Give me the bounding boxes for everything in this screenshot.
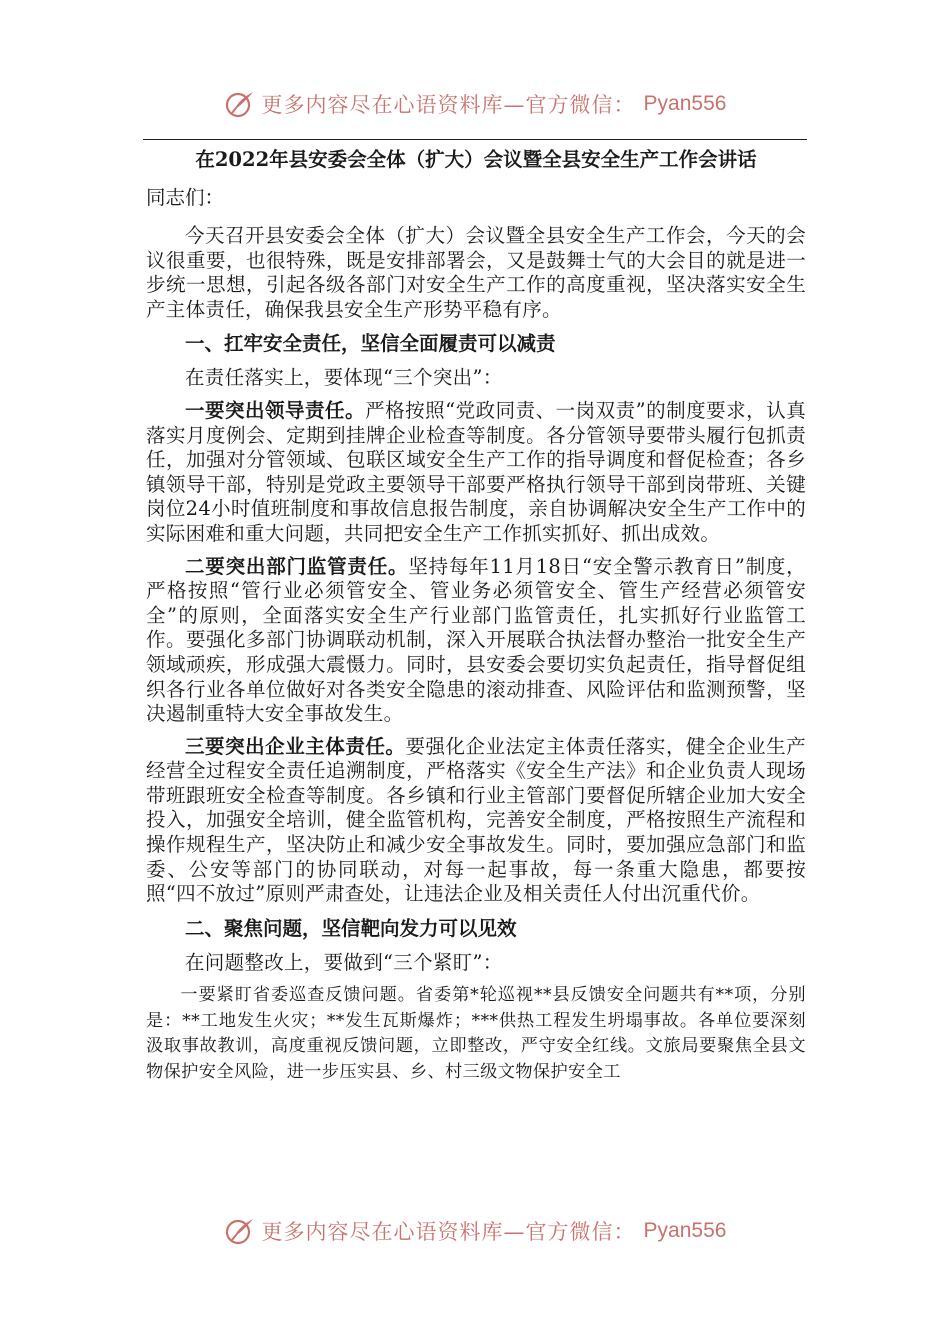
item-lead: 三要突出企业主体责任。: [185, 734, 406, 758]
watermark-id: Pyan556: [643, 92, 727, 115]
watermark-id: Pyan556: [643, 1219, 727, 1242]
salutation: 同志们：: [146, 186, 225, 209]
section-1-item-1: [146, 399, 806, 547]
header-rule: [143, 139, 807, 140]
section-1-heading: 一、扛牢安全责任，坚信全面履责可以减责: [185, 332, 556, 356]
watermark-text: 更多内容尽在心语资料库—官方微信：: [261, 1220, 636, 1244]
item-text: 严格按照“党政同责、一岗双责”的制度要求，认真落实月度例会、定期到挂牌企业检查等制度。各分管领导要带头履行包抓责任，加强对分管领域、包联区域安全生产工作的指导调度和督促检查；各乡镇领导干部，特别是党政主要领导干部要严格执行领导干部到岗带班、关键岗位24小时值班制度和事故信息报告制度，亲自协调解决安全生产工作中的实际困难和重大问题，共同把安全生产工作抓实抓好、抓出成效。: [146, 398, 806, 545]
watermark-text: 更多内容尽在心语资料库—官方微信：: [261, 93, 636, 117]
section-1-item-2: [146, 555, 806, 727]
section-2-lead-in: 在问题整改上，要做到“三个紧盯”：: [185, 950, 503, 974]
watermark-footer: [0, 1211, 950, 1251]
item-lead: 二要突出部门监管责任。: [185, 554, 409, 578]
quill-logo-icon: [224, 1215, 256, 1247]
watermark-header: [0, 84, 950, 124]
document-title: 在2022年县安委会全体（扩大）会议暨全县安全生产工作会讲话: [195, 148, 757, 171]
section-2-item-1: 一要紧盯省委巡查反馈问题。省委第*轮巡视**县反馈安全问题共有**项，分别是：**工地发生火灾；**发生瓦斯爆炸；***供热工程发生坍塌事故。各单位要深刻汲取事故教训，高度重视反馈问题，立即整改，严守安全红线。文旅局要聚焦全县文物保护安全风险，进一步压实县、乡、村三级文物保护安全工: [146, 985, 806, 1082]
section-1-item-3: [146, 735, 806, 907]
item-text: 要强化企业法定主体责任落实，健全企业生产经营全过程安全责任追溯制度，严格落实《安全生产法》和企业负责人现场带班跟班安全检查等制度。各乡镇和行业主管部门要督促所辖企业加大安全投入，加强安全培训，健全监管机构，完善安全制度，严格按照生产流程和操作规程生产，坚决防止和减少安全事故发生。同时，要加强应急部门和监委、公安等部门的协同联动，对每一起事故，每一条重大隐患，都要按照“四不放过”原则严肃查处，让违法企业及相关责任人付出沉重代价。: [146, 734, 806, 906]
quill-logo-icon: [224, 88, 256, 120]
section-1-lead-in: 在责任落实上，要体现“三个突出”：: [185, 366, 503, 390]
section-2-heading: 二、聚焦问题，坚信靶向发力可以见效: [185, 916, 517, 940]
item-text: 坚持每年11月18日“安全警示教育日”制度，严格按照“管行业必须管安全、管业务必须管安全、管生产经营必须管安全”的原则，全面落实安全生产行业部门监管责任，扎实抓好行业监管工作。要强化多部门协调联动机制，深入开展联合执法督办整治一批安全生产领域顽疾，形成强大震慑力。同时，县安委会要切实负起责任，指导督促组织各行业各单位做好对各类安全隐患的滚动排查、风险评估和监测预警，坚决遏制重特大安全事故发生。: [146, 554, 806, 726]
document-body: [146, 146, 806, 1093]
intro-paragraph: 今天召开县安委会全体（扩大）会议暨全县安全生产工作会，今天的会议很重要，也很特殊，既是安排部署会，又是鼓舞士气的大会目的就是进一步统一思想，引起各级各部门对安全生产工作的高度重视，坚决落实安全生产主体责任，确保我县安全生产形势平稳有序。: [146, 224, 806, 321]
item-lead: 一要突出领导责任。: [185, 398, 366, 422]
